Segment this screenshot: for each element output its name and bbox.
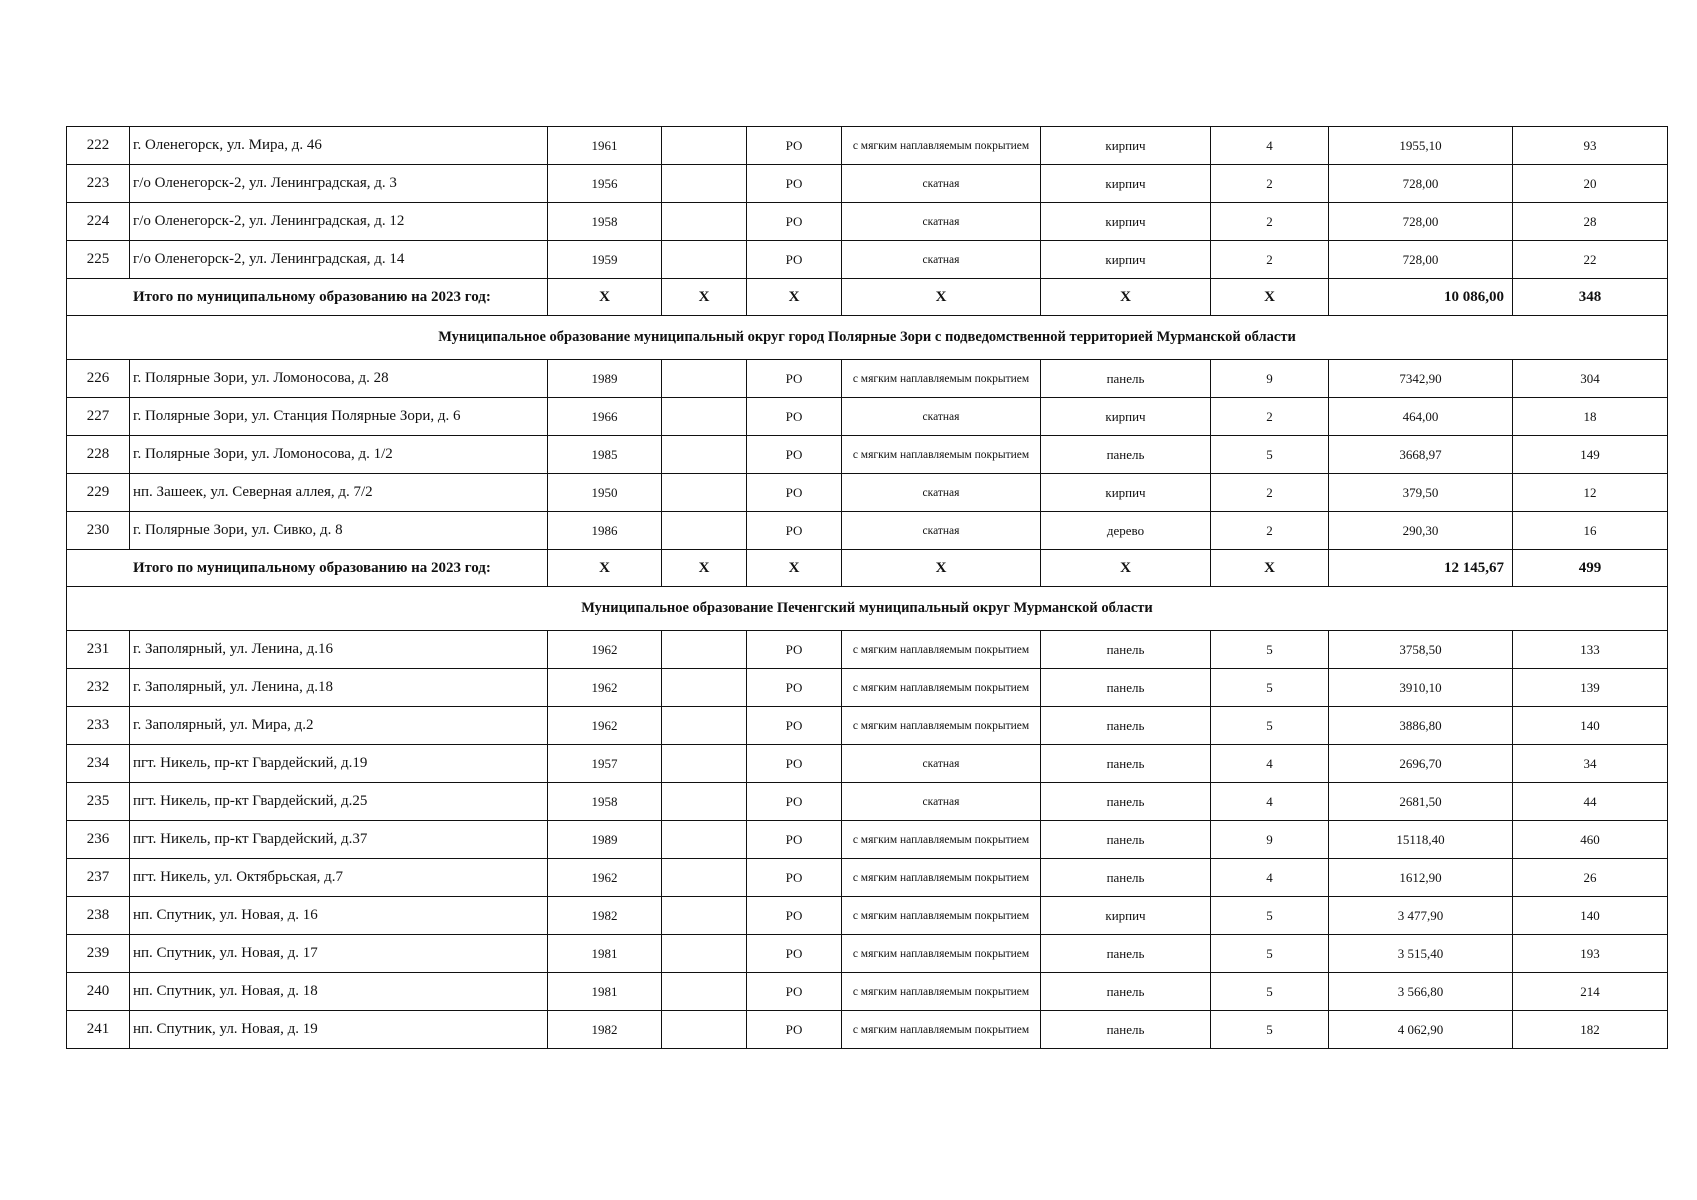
wall-material-cell: кирпич xyxy=(1041,165,1211,203)
row-number-cell: 239 xyxy=(67,935,130,973)
empty-cell xyxy=(662,203,747,241)
wall-material-cell: панель xyxy=(1041,973,1211,1011)
empty-cell xyxy=(662,1011,747,1049)
total-area-cell: 12 145,67 xyxy=(1329,550,1513,587)
address-cell: г/о Оленегорск-2, ул. Ленинградская, д. 12 xyxy=(130,203,548,241)
table-row xyxy=(67,745,1668,783)
area-cell: 1955,10 xyxy=(1329,127,1513,165)
year-built-cell: 1950 xyxy=(548,474,662,512)
address-cell: г. Заполярный, ул. Ленина, д.16 xyxy=(130,631,548,669)
table-row xyxy=(67,360,1668,398)
roof-type-cell: с мягким наплавляемым покрытием xyxy=(842,897,1041,935)
row-number-cell: 228 xyxy=(67,436,130,474)
roof-type-cell: с мягким наплавляемым покрытием xyxy=(842,859,1041,897)
roof-type-cell: с мягким наплавляемым покрытием xyxy=(842,631,1041,669)
empty-cell xyxy=(662,859,747,897)
management-method-cell: РО xyxy=(747,241,842,279)
table-row xyxy=(67,821,1668,859)
management-method-cell: РО xyxy=(747,436,842,474)
address-cell: нп. Спутник, ул. Новая, д. 17 xyxy=(130,935,548,973)
year-built-cell: 1989 xyxy=(548,360,662,398)
floors-cell: 5 xyxy=(1211,935,1329,973)
total-mark-cell: Х xyxy=(1041,550,1211,587)
management-method-cell: РО xyxy=(747,821,842,859)
row-number-cell: 240 xyxy=(67,973,130,1011)
address-cell: г. Заполярный, ул. Мира, д.2 xyxy=(130,707,548,745)
floors-cell: 5 xyxy=(1211,973,1329,1011)
table-row xyxy=(67,897,1668,935)
address-cell: пгт. Никель, ул. Октябрьская, д.7 xyxy=(130,859,548,897)
roof-type-cell: с мягким наплавляемым покрытием xyxy=(842,821,1041,859)
empty-cell xyxy=(662,783,747,821)
floors-cell: 2 xyxy=(1211,512,1329,550)
address-cell: г. Оленегорск, ул. Мира, д. 46 xyxy=(130,127,548,165)
management-method-cell: РО xyxy=(747,474,842,512)
empty-cell xyxy=(662,745,747,783)
residents-cell: 460 xyxy=(1513,821,1668,859)
total-residents-cell: 348 xyxy=(1513,279,1668,316)
municipality-header-row xyxy=(67,587,1668,631)
residents-cell: 149 xyxy=(1513,436,1668,474)
total-area-cell: 10 086,00 xyxy=(1329,279,1513,316)
year-built-cell: 1986 xyxy=(548,512,662,550)
management-method-cell: РО xyxy=(747,859,842,897)
row-number-cell: 233 xyxy=(67,707,130,745)
area-cell: 2681,50 xyxy=(1329,783,1513,821)
row-number-cell: 224 xyxy=(67,203,130,241)
total-row xyxy=(67,279,1668,316)
address-cell: пгт. Никель, пр-кт Гвардейский, д.25 xyxy=(130,783,548,821)
residents-cell: 304 xyxy=(1513,360,1668,398)
floors-cell: 5 xyxy=(1211,631,1329,669)
table-row xyxy=(67,512,1668,550)
year-built-cell: 1962 xyxy=(548,707,662,745)
residents-cell: 140 xyxy=(1513,897,1668,935)
roof-type-cell: скатная xyxy=(842,783,1041,821)
address-cell: нп. Зашеек, ул. Северная аллея, д. 7/2 xyxy=(130,474,548,512)
row-number-cell: 231 xyxy=(67,631,130,669)
empty-cell xyxy=(662,360,747,398)
management-method-cell: РО xyxy=(747,745,842,783)
year-built-cell: 1958 xyxy=(548,203,662,241)
year-built-cell: 1985 xyxy=(548,436,662,474)
row-number-cell: 226 xyxy=(67,360,130,398)
floors-cell: 2 xyxy=(1211,398,1329,436)
roof-type-cell: с мягким наплавляемым покрытием xyxy=(842,127,1041,165)
total-mark-cell: Х xyxy=(842,550,1041,587)
row-number-cell: 234 xyxy=(67,745,130,783)
roof-type-cell: скатная xyxy=(842,512,1041,550)
empty-cell xyxy=(662,897,747,935)
year-built-cell: 1958 xyxy=(548,783,662,821)
year-built-cell: 1982 xyxy=(548,1011,662,1049)
empty-cell xyxy=(662,398,747,436)
wall-material-cell: панель xyxy=(1041,859,1211,897)
floors-cell: 4 xyxy=(1211,745,1329,783)
total-mark-cell: Х xyxy=(842,279,1041,316)
residents-cell: 34 xyxy=(1513,745,1668,783)
table-row xyxy=(67,474,1668,512)
row-number-cell: 225 xyxy=(67,241,130,279)
empty-cell xyxy=(662,821,747,859)
area-cell: 290,30 xyxy=(1329,512,1513,550)
table-row xyxy=(67,859,1668,897)
wall-material-cell: кирпич xyxy=(1041,241,1211,279)
area-cell: 4 062,90 xyxy=(1329,1011,1513,1049)
floors-cell: 4 xyxy=(1211,127,1329,165)
floors-cell: 5 xyxy=(1211,707,1329,745)
residents-cell: 22 xyxy=(1513,241,1668,279)
year-built-cell: 1961 xyxy=(548,127,662,165)
residents-cell: 16 xyxy=(1513,512,1668,550)
roof-type-cell: с мягким наплавляемым покрытием xyxy=(842,707,1041,745)
total-mark-cell: Х xyxy=(548,279,662,316)
roof-type-cell: с мягким наплавляемым покрытием xyxy=(842,973,1041,1011)
management-method-cell: РО xyxy=(747,897,842,935)
residents-cell: 20 xyxy=(1513,165,1668,203)
management-method-cell: РО xyxy=(747,1011,842,1049)
area-cell: 728,00 xyxy=(1329,241,1513,279)
row-number-cell: 238 xyxy=(67,897,130,935)
roof-type-cell: скатная xyxy=(842,474,1041,512)
wall-material-cell: панель xyxy=(1041,707,1211,745)
area-cell: 3 566,80 xyxy=(1329,973,1513,1011)
year-built-cell: 1981 xyxy=(548,935,662,973)
floors-cell: 2 xyxy=(1211,474,1329,512)
empty-cell xyxy=(662,474,747,512)
wall-material-cell: панель xyxy=(1041,360,1211,398)
table-row xyxy=(67,1011,1668,1049)
floors-cell: 9 xyxy=(1211,360,1329,398)
area-cell: 379,50 xyxy=(1329,474,1513,512)
wall-material-cell: панель xyxy=(1041,1011,1211,1049)
management-method-cell: РО xyxy=(747,783,842,821)
floors-cell: 2 xyxy=(1211,165,1329,203)
total-row xyxy=(67,550,1668,587)
total-mark-cell: Х xyxy=(747,279,842,316)
address-cell: нп. Спутник, ул. Новая, д. 16 xyxy=(130,897,548,935)
address-cell: г. Полярные Зори, ул. Сивко, д. 8 xyxy=(130,512,548,550)
address-cell: пгт. Никель, пр-кт Гвардейский, д.19 xyxy=(130,745,548,783)
row-number-cell: 230 xyxy=(67,512,130,550)
year-built-cell: 1962 xyxy=(548,859,662,897)
residents-cell: 93 xyxy=(1513,127,1668,165)
total-mark-cell: Х xyxy=(662,279,747,316)
total-mark-cell: Х xyxy=(662,550,747,587)
wall-material-cell: кирпич xyxy=(1041,474,1211,512)
table-row xyxy=(67,436,1668,474)
address-cell: нп. Спутник, ул. Новая, д. 18 xyxy=(130,973,548,1011)
table-row xyxy=(67,165,1668,203)
empty-cell xyxy=(662,512,747,550)
wall-material-cell: панель xyxy=(1041,821,1211,859)
table-row xyxy=(67,669,1668,707)
floors-cell: 2 xyxy=(1211,203,1329,241)
row-number-cell: 235 xyxy=(67,783,130,821)
empty-cell xyxy=(662,973,747,1011)
management-method-cell: РО xyxy=(747,127,842,165)
empty-cell xyxy=(662,631,747,669)
total-mark-cell: Х xyxy=(747,550,842,587)
wall-material-cell: кирпич xyxy=(1041,203,1211,241)
total-mark-cell: Х xyxy=(1041,279,1211,316)
year-built-cell: 1956 xyxy=(548,165,662,203)
area-cell: 15118,40 xyxy=(1329,821,1513,859)
management-method-cell: РО xyxy=(747,973,842,1011)
area-cell: 3668,97 xyxy=(1329,436,1513,474)
row-number-cell: 227 xyxy=(67,398,130,436)
total-residents-cell: 499 xyxy=(1513,550,1668,587)
management-method-cell: РО xyxy=(747,707,842,745)
address-cell: г/о Оленегорск-2, ул. Ленинградская, д. 14 xyxy=(130,241,548,279)
area-cell: 1612,90 xyxy=(1329,859,1513,897)
year-built-cell: 1981 xyxy=(548,973,662,1011)
residents-cell: 44 xyxy=(1513,783,1668,821)
address-cell: г/о Оленегорск-2, ул. Ленинградская, д. 3 xyxy=(130,165,548,203)
municipality-name: Муниципальное образование Печенгский муниципальный округ Мурманской области xyxy=(67,587,1668,631)
address-cell: пгт. Никель, пр-кт Гвардейский, д.37 xyxy=(130,821,548,859)
wall-material-cell: кирпич xyxy=(1041,398,1211,436)
management-method-cell: РО xyxy=(747,165,842,203)
table-row xyxy=(67,707,1668,745)
residents-cell: 26 xyxy=(1513,859,1668,897)
address-cell: г. Полярные Зори, ул. Ломоносова, д. 1/2 xyxy=(130,436,548,474)
year-built-cell: 1982 xyxy=(548,897,662,935)
empty-cell xyxy=(662,436,747,474)
residents-cell: 140 xyxy=(1513,707,1668,745)
management-method-cell: РО xyxy=(747,360,842,398)
table-row xyxy=(67,127,1668,165)
wall-material-cell: дерево xyxy=(1041,512,1211,550)
floors-cell: 4 xyxy=(1211,859,1329,897)
wall-material-cell: панель xyxy=(1041,783,1211,821)
row-number-cell: 232 xyxy=(67,669,130,707)
management-method-cell: РО xyxy=(747,669,842,707)
residents-cell: 182 xyxy=(1513,1011,1668,1049)
wall-material-cell: панель xyxy=(1041,935,1211,973)
row-number-cell: 236 xyxy=(67,821,130,859)
row-number-cell: 222 xyxy=(67,127,130,165)
management-method-cell: РО xyxy=(747,203,842,241)
roof-type-cell: скатная xyxy=(842,745,1041,783)
row-number-cell: 229 xyxy=(67,474,130,512)
residents-cell: 214 xyxy=(1513,973,1668,1011)
wall-material-cell: панель xyxy=(1041,669,1211,707)
empty-cell xyxy=(662,241,747,279)
total-label: Итого по муниципальному образованию на 2023 год: xyxy=(67,279,548,316)
year-built-cell: 1959 xyxy=(548,241,662,279)
roof-type-cell: с мягким наплавляемым покрытием xyxy=(842,1011,1041,1049)
area-cell: 2696,70 xyxy=(1329,745,1513,783)
table-row xyxy=(67,398,1668,436)
management-method-cell: РО xyxy=(747,935,842,973)
roof-type-cell: с мягким наплавляемым покрытием xyxy=(842,935,1041,973)
empty-cell xyxy=(662,127,747,165)
year-built-cell: 1962 xyxy=(548,631,662,669)
row-number-cell: 223 xyxy=(67,165,130,203)
year-built-cell: 1989 xyxy=(548,821,662,859)
year-built-cell: 1966 xyxy=(548,398,662,436)
table-row xyxy=(67,631,1668,669)
floors-cell: 5 xyxy=(1211,669,1329,707)
area-cell: 3 477,90 xyxy=(1329,897,1513,935)
registry-body xyxy=(67,127,1668,1049)
residents-cell: 133 xyxy=(1513,631,1668,669)
empty-cell xyxy=(662,165,747,203)
wall-material-cell: панель xyxy=(1041,745,1211,783)
table-row xyxy=(67,203,1668,241)
area-cell: 3910,10 xyxy=(1329,669,1513,707)
roof-type-cell: скатная xyxy=(842,398,1041,436)
residents-cell: 193 xyxy=(1513,935,1668,973)
management-method-cell: РО xyxy=(747,631,842,669)
roof-type-cell: с мягким наплавляемым покрытием xyxy=(842,360,1041,398)
area-cell: 728,00 xyxy=(1329,165,1513,203)
residents-cell: 139 xyxy=(1513,669,1668,707)
floors-cell: 9 xyxy=(1211,821,1329,859)
floors-cell: 4 xyxy=(1211,783,1329,821)
residents-cell: 18 xyxy=(1513,398,1668,436)
roof-type-cell: с мягким наплавляемым покрытием xyxy=(842,436,1041,474)
management-method-cell: РО xyxy=(747,398,842,436)
area-cell: 3886,80 xyxy=(1329,707,1513,745)
total-label: Итого по муниципальному образованию на 2023 год: xyxy=(67,550,548,587)
empty-cell xyxy=(662,669,747,707)
housing-registry-table xyxy=(66,126,1668,1049)
table-row xyxy=(67,973,1668,1011)
total-mark-cell: Х xyxy=(548,550,662,587)
area-cell: 464,00 xyxy=(1329,398,1513,436)
roof-type-cell: скатная xyxy=(842,241,1041,279)
wall-material-cell: панель xyxy=(1041,436,1211,474)
wall-material-cell: панель xyxy=(1041,631,1211,669)
municipality-header-row xyxy=(67,316,1668,360)
floors-cell: 5 xyxy=(1211,1011,1329,1049)
row-number-cell: 237 xyxy=(67,859,130,897)
empty-cell xyxy=(662,935,747,973)
roof-type-cell: скатная xyxy=(842,165,1041,203)
address-cell: г. Полярные Зори, ул. Ломоносова, д. 28 xyxy=(130,360,548,398)
total-mark-cell: Х xyxy=(1211,279,1329,316)
floors-cell: 5 xyxy=(1211,436,1329,474)
total-mark-cell: Х xyxy=(1211,550,1329,587)
empty-cell xyxy=(662,707,747,745)
area-cell: 728,00 xyxy=(1329,203,1513,241)
area-cell: 3758,50 xyxy=(1329,631,1513,669)
area-cell: 7342,90 xyxy=(1329,360,1513,398)
roof-type-cell: с мягким наплавляемым покрытием xyxy=(842,669,1041,707)
address-cell: г. Полярные Зори, ул. Станция Полярные Зори, д. 6 xyxy=(130,398,548,436)
wall-material-cell: кирпич xyxy=(1041,897,1211,935)
municipality-name: Муниципальное образование муниципальный округ город Полярные Зори с подведомственной территорией Мурманской области xyxy=(67,316,1668,360)
floors-cell: 2 xyxy=(1211,241,1329,279)
year-built-cell: 1962 xyxy=(548,669,662,707)
table-row xyxy=(67,783,1668,821)
residents-cell: 28 xyxy=(1513,203,1668,241)
management-method-cell: РО xyxy=(747,512,842,550)
table-row xyxy=(67,935,1668,973)
address-cell: нп. Спутник, ул. Новая, д. 19 xyxy=(130,1011,548,1049)
address-cell: г. Заполярный, ул. Ленина, д.18 xyxy=(130,669,548,707)
floors-cell: 5 xyxy=(1211,897,1329,935)
year-built-cell: 1957 xyxy=(548,745,662,783)
table-row xyxy=(67,241,1668,279)
row-number-cell: 241 xyxy=(67,1011,130,1049)
area-cell: 3 515,40 xyxy=(1329,935,1513,973)
wall-material-cell: кирпич xyxy=(1041,127,1211,165)
residents-cell: 12 xyxy=(1513,474,1668,512)
roof-type-cell: скатная xyxy=(842,203,1041,241)
